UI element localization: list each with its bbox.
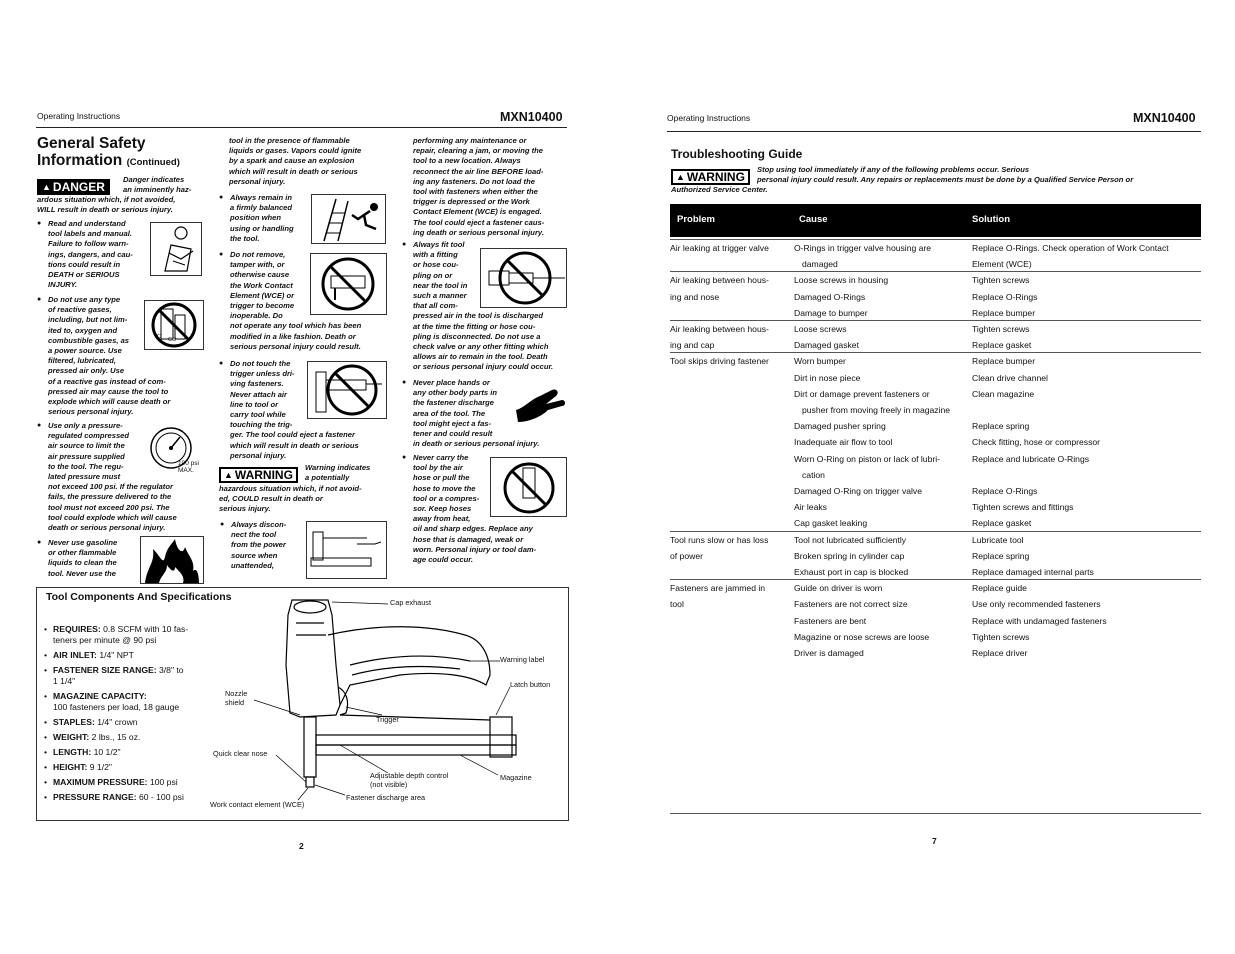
cell-cause: Loose screws Damaged gasket (794, 324, 859, 351)
left-warning-badge (219, 465, 298, 483)
label-magazine: Magazine (500, 773, 532, 782)
header-solution: Solution (972, 214, 1010, 225)
bullet-read-manual: ● Read and understand tool labels and manual. Failure to follow warn- ings, dangers, and cau- tions could result in DEATH or SERIOUS INJURY. (48, 219, 148, 290)
cell-solution: Tighten screws Replace gasket (972, 324, 1032, 351)
troubleshooting-title: Troubleshooting Guide (671, 147, 803, 161)
cell-problem: Tool runs slow or has loss of power (670, 534, 769, 561)
cell-problem: Air leaking at trigger valve (670, 243, 769, 253)
title-line-1: General Safety (37, 135, 146, 152)
gas-label-co: CO (168, 337, 177, 343)
cell-problem: Fasteners are jammed in tool (670, 583, 766, 610)
spec-item: • LENGTH: 10 1/2" (44, 747, 204, 758)
danger-def-3: ardous situation which, if not avoided, (37, 195, 176, 204)
troubleshooting-warning-3: Authorized Service Center. (671, 185, 768, 194)
danger-def-4: WILL result in death or serious injury. (37, 205, 173, 214)
warning-def-3: hazardous situation which, if not avoid- (219, 484, 362, 493)
specs-list (44, 624, 204, 807)
header-cause: Cause (799, 214, 828, 225)
spec-item: • AIR INLET: 1/4" NPT (44, 650, 204, 661)
cell-solution: Replace O-Rings. Check operation of Work Contact Element (WCE) (972, 243, 1169, 270)
bullet-balanced-position: ● Always remain in a firmly balanced position when using or handling the tool. (230, 193, 310, 244)
title-line-2: Information (37, 152, 123, 169)
no-check-valve-illustration (480, 248, 567, 308)
cell-solution: Replace bumper Clean drive channel Clean magazine Replace spring Check fitting, hose or compressor Replace and lubricate O-Rings Replace O-Rings Tighten screws and fittings Replace gasket (972, 356, 1101, 529)
cell-cause: O-Rings in trigger valve housing are damaged (794, 243, 932, 270)
no-carry-by-hose-illustration (490, 457, 567, 517)
left-header-section: Operating Instructions (37, 111, 121, 121)
danger-def-2: an imminently haz- (123, 185, 192, 194)
flame-illustration (140, 536, 204, 584)
gauge-label: 100 psi MAX. (178, 460, 199, 474)
danger-badge (37, 177, 110, 195)
no-tamper-illustration (310, 253, 387, 315)
right-bottom-rule (670, 813, 1201, 814)
cell-cause: Guide on driver is worn Fasteners are not correct size Fasteners are bent Magazine or nose screws are loose Driver is damaged (794, 583, 930, 658)
right-header-section: Operating Instructions (667, 113, 751, 123)
bullet-reactive-gases: ● Do not use any type of reactive gases, including, but not lim- ited to, oxygen and combustible gases, as a power source. Use filtered, lubricated, pressed air only. Use of a reactive gas instead of com- pressed air may cause the tool to explode which will cause death or serious personal injury. (48, 295, 198, 417)
table-row (670, 579, 1201, 660)
danger-badge-label: DANGER (52, 180, 105, 194)
header-problem: Problem (677, 214, 716, 225)
spec-item: • REQUIRES: 0.8 SCFM with 10 fas- teners per minute @ 90 psi (44, 624, 204, 646)
cell-problem: Air leaking between hous- ing and cap (670, 324, 769, 351)
title-continued: (Continued) (126, 157, 180, 168)
hand-illustration (512, 380, 568, 430)
cell-problem: Air leaking between hous- ing and nose (670, 275, 769, 302)
warning-triangle-icon: ▲ (42, 182, 51, 192)
specs-title: Tool Components And Specifications (46, 591, 232, 603)
right-header-model: MXN10400 (1133, 111, 1196, 125)
right-page-number: 7 (932, 836, 937, 846)
right-warning-badge (671, 167, 750, 185)
spec-item: • MAXIMUM PRESSURE: 100 psi (44, 777, 204, 788)
danger-def-1: Danger indicates (123, 175, 185, 184)
no-touch-trigger-illustration (307, 361, 387, 419)
cell-solution: Replace guide Use only recommended fasteners Replace with undamaged fasteners Tighten screws Replace driver (972, 583, 1107, 658)
gas-label-o: O (157, 334, 162, 340)
warning-triangle-icon: ▲ (224, 470, 233, 480)
bullet-disconnect-tool: ● Always discon- nect the tool from the power source when unattended, (231, 520, 306, 571)
bullet-never-place-hands: ● Never place hands or any other body parts in the fastener discharge area of the tool. The tool might eject a fas- tener and could result in death or serious personal injury. (413, 378, 573, 449)
ladder-fall-illustration (311, 194, 386, 244)
left-header-model: MXN10400 (500, 110, 563, 124)
bullet-pressure-regulated: ● Use only a pressure- regulated compressed air source to limit the air pressure supplied to the tool. The regu- lated pressure must not exceed 100 psi. If the regulator fails, the pressure delivered to the tool must not exceed 200 psi. The tool could explode which will cause death or serious personal injury. (48, 421, 203, 533)
table-row (670, 352, 1201, 530)
troubleshooting-warning-1: Stop using tool immediately if any of the following problems occur. Serious (757, 165, 1030, 174)
cell-cause: Worn bumper Dirt in nose piece Dirt or damage prevent fasteners or pusher from moving freely in magazine Damaged pusher spring Inadequate air flow to tool Worn O-Ring on piston or lack of lubri- cation Damaged O-Ring on trigger valve Air leaks Cap gasket leaking (794, 356, 951, 529)
col3-intro: performing any maintenance or repair, clearing a jam, or moving the tool to a new location. Always reconnect the air line BEFORE load- ing any fasteners. Do not load the tool with fasteners when either the trigger is depressed or the Work Contact Element (WCE) is engaged. The tool could eject a fastener caus- ing death or serious personal injury. (413, 136, 545, 237)
cell-solution: Tighten screws Replace O-Rings Replace bumper (972, 275, 1038, 318)
bullet-never-carry-by-hose: ● Never carry the tool by the air hose or pull the hose to move the tool or a compres- sor. Keep hoses away from heat, oil and sharp edges. Replace any hose that is damaged, weak or worn. Personal injury or tool dam- age could occur. (413, 453, 573, 565)
cell-problem: Tool skips driving fastener (670, 356, 769, 367)
spec-item: • STAPLES: 1/4" crown (44, 717, 204, 728)
bullet-do-not-tamper: ● Do not remove, tamper with, or otherwise cause the Work Contact Element (WCE) or trigger to become inoperable. Do not operate any tool which has been modified in a like fashion. Death or serious personal injury could result. (230, 250, 390, 352)
spec-item: • FASTENER SIZE RANGE: 3/8" to 1 1/4" (44, 665, 204, 687)
cell-solution: Lubricate tool Replace spring Replace damaged internal parts (972, 534, 1094, 577)
table-row (670, 271, 1201, 320)
label-nozzle-shield: Nozzle shield (225, 689, 248, 707)
warning-def-5: serious injury. (219, 504, 271, 513)
warning-def-2: a potentially (305, 473, 350, 482)
label-adjustable-depth: Adjustable depth control (not visible) (370, 771, 449, 789)
bullet-no-gasoline: ● Never use gasoline or other flammable liquids to clean the tool. Never use the (48, 538, 143, 579)
label-cap-exhaust: Cap exhaust (390, 598, 431, 607)
label-wce: Work contact element (WCE) (210, 800, 305, 809)
read-manual-illustration (150, 222, 202, 276)
table-row (670, 531, 1201, 580)
table-row (670, 239, 1201, 271)
table-row (670, 320, 1201, 352)
page-title (37, 135, 180, 171)
col2-intro: tool in the presence of flammable liquids or gases. Vapors could ignite by a spark and cause an explosion which will result in death or serious personal injury. (229, 136, 362, 186)
cell-cause: Loose screws in housing Damaged O-Rings Damage to bumper (794, 275, 889, 318)
troubleshooting-warning-2: personal injury could result. Any repairs or replacements must be done by a Qualified Service Person or (757, 175, 1134, 184)
label-quick-clear-nose: Quick clear nose (213, 749, 268, 758)
table-header (670, 204, 1201, 237)
left-page-number: 2 (299, 841, 304, 851)
spec-item: • MAGAZINE CAPACITY: 100 fasteners per load, 18 gauge (44, 691, 204, 713)
label-fastener-discharge: Fastener discharge area (346, 793, 426, 802)
bullet-do-not-touch-trigger: ● Do not touch the trigger unless dri- ving fasteners. Never attach air line to tool or carry tool while touching the trig- ger. The tool could eject a fastener which will result in death or serious personal injury. (230, 359, 400, 461)
disconnect-tool-illustration (306, 521, 387, 579)
spec-item: • WEIGHT: 2 lbs., 15 oz. (44, 732, 204, 743)
warning-badge-label: WARNING (686, 170, 745, 184)
warning-badge-label: WARNING (234, 468, 293, 482)
warning-triangle-icon: ▲ (676, 172, 685, 182)
left-header-rule (36, 127, 567, 128)
spec-item: • HEIGHT: 9 1/2" (44, 762, 204, 773)
warning-def-1: Warning indicates (305, 463, 371, 472)
label-latch-button: Latch button (510, 680, 551, 689)
label-warning-label: Warning label (500, 655, 545, 664)
right-header-rule (667, 131, 1201, 132)
spec-item: • PRESSURE RANGE: 60 - 100 psi (44, 792, 204, 803)
cell-cause: Tool not lubricated sufficiently Broken spring in cylinder cap Exhaust port in cap is blocked (794, 534, 909, 577)
bullet-fit-tool-fitting: ● Always fit tool with a fitting or hose cou- pling on or near the tool in such a manner that all com- pressed air in the tool is discharged at the time the fitting or hose cou- pling is disconnected. Do not use a check valve or any other fitting which allows air to remain in the tool. Death or serious personal injury could occur. (413, 240, 573, 373)
label-trigger: Trigger (376, 715, 399, 724)
warning-def-4: ed, COULD result in death or (219, 494, 323, 503)
